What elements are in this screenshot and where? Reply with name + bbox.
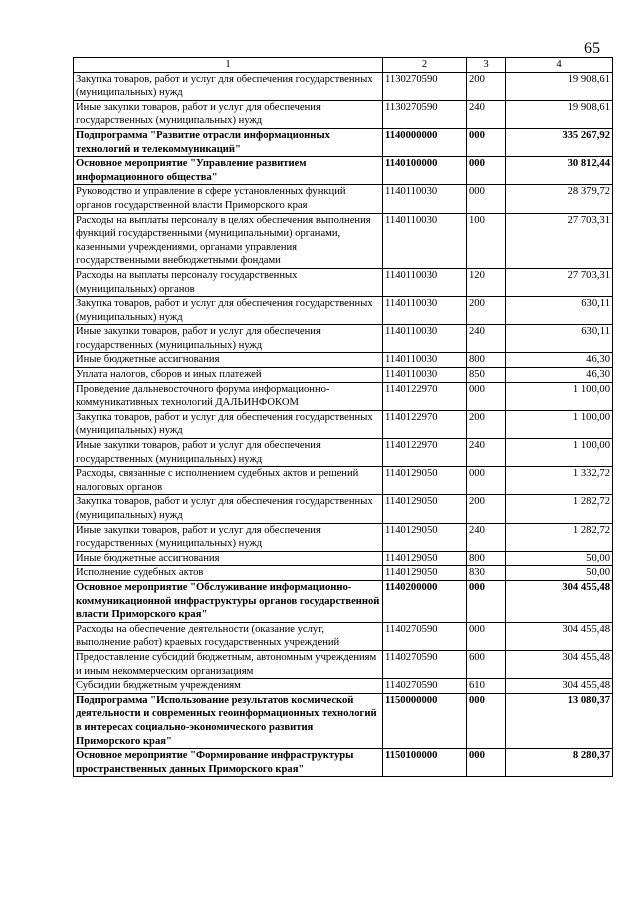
row-kind: 240 — [467, 439, 506, 467]
column-number-3: 3 — [467, 58, 506, 73]
row-code: 1140100000 — [383, 157, 467, 185]
row-sum: 28 379,72 — [506, 185, 613, 213]
row-kind: 000 — [467, 580, 506, 622]
row-name: Закупка товаров, работ и услуг для обеспечения государственных (муниципальных) нужд — [74, 410, 383, 438]
table-row — [74, 213, 613, 268]
row-name: Расходы, связанные с исполнением судебных актов и решений налоговых органов — [74, 467, 383, 495]
row-sum: 1 100,00 — [506, 410, 613, 438]
row-code: 1140110030 — [383, 368, 467, 383]
row-sum: 30 812,44 — [506, 157, 613, 185]
row-kind: 200 — [467, 72, 506, 100]
row-sum: 1 100,00 — [506, 382, 613, 410]
row-sum: 50,00 — [506, 551, 613, 566]
row-sum: 8 280,37 — [506, 749, 613, 777]
row-kind: 800 — [467, 551, 506, 566]
table-row — [74, 410, 613, 438]
table-row — [74, 551, 613, 566]
row-name: Расходы на обеспечение деятельности (оказание услуг, выполнение работ) краевых государственных учреждений — [74, 622, 383, 650]
row-sum: 304 455,48 — [506, 580, 613, 622]
row-kind: 800 — [467, 353, 506, 368]
row-name: Закупка товаров, работ и услуг для обеспечения государственных (муниципальных) нужд — [74, 495, 383, 523]
table-row — [74, 467, 613, 495]
row-code: 1140000000 — [383, 128, 467, 156]
row-sum: 304 455,48 — [506, 622, 613, 650]
row-code: 1140129050 — [383, 551, 467, 566]
row-name: Подпрограмма "Развитие отрасли информационных технологий и телекоммуникаций" — [74, 128, 383, 156]
column-number-row — [74, 58, 613, 73]
table-row — [74, 622, 613, 650]
row-sum: 630,11 — [506, 297, 613, 325]
column-number-1: 1 — [74, 58, 383, 73]
row-code: 1150100000 — [383, 749, 467, 777]
row-kind: 000 — [467, 622, 506, 650]
row-name: Расходы на выплаты персоналу в целях обеспечения выполнения функций государственными (муниципальными) органами, казенными учреждениями, органами управления государственными внебюджетными фондами — [74, 213, 383, 268]
row-kind: 830 — [467, 566, 506, 581]
table-row — [74, 523, 613, 551]
row-kind: 240 — [467, 100, 506, 128]
row-kind: 000 — [467, 749, 506, 777]
row-kind: 000 — [467, 185, 506, 213]
table-row — [74, 566, 613, 581]
row-name: Закупка товаров, работ и услуг для обеспечения государственных (муниципальных) нужд — [74, 72, 383, 100]
row-code: 1140110030 — [383, 353, 467, 368]
row-code: 1140110030 — [383, 185, 467, 213]
table-row — [74, 368, 613, 383]
table-row — [74, 297, 613, 325]
row-sum: 304 455,48 — [506, 650, 613, 678]
row-name: Иные закупки товаров, работ и услуг для обеспечения государственных (муниципальных) нужд — [74, 439, 383, 467]
row-name: Подпрограмма "Использование результатов космической деятельности и современных геоинформационных технологий в интересах социально-экономического развития Приморского края" — [74, 693, 383, 748]
table-row — [74, 185, 613, 213]
table-row — [74, 382, 613, 410]
row-name: Уплата налогов, сборов и иных платежей — [74, 368, 383, 383]
row-name: Основное мероприятие "Обслуживание информационно-коммуникационной инфраструктуры органов государственной власти Приморского края" — [74, 580, 383, 622]
table-row — [74, 100, 613, 128]
row-name: Иные закупки товаров, работ и услуг для обеспечения государственных (муниципальных) нужд — [74, 523, 383, 551]
column-number-4: 4 — [506, 58, 613, 73]
row-name: Основное мероприятие "Управление развитием информационного общества" — [74, 157, 383, 185]
row-code: 1140270590 — [383, 622, 467, 650]
row-kind: 000 — [467, 157, 506, 185]
row-name: Проведение дальневосточного форума информационно-коммуникативных технологий ДАЛЬИНФОКОМ — [74, 382, 383, 410]
row-kind: 200 — [467, 410, 506, 438]
row-kind: 200 — [467, 495, 506, 523]
budget-table-body — [74, 58, 613, 777]
row-name: Иные бюджетные ассигнования — [74, 353, 383, 368]
row-name: Закупка товаров, работ и услуг для обеспечения государственных (муниципальных) нужд — [74, 297, 383, 325]
row-code: 1140122970 — [383, 410, 467, 438]
row-code: 1140110030 — [383, 213, 467, 268]
row-sum: 27 703,31 — [506, 268, 613, 296]
row-name: Иные бюджетные ассигнования — [74, 551, 383, 566]
row-sum: 13 080,37 — [506, 693, 613, 748]
row-sum: 1 282,72 — [506, 495, 613, 523]
row-code: 1140200000 — [383, 580, 467, 622]
table-row — [74, 157, 613, 185]
table-row — [74, 749, 613, 777]
row-code: 1140129050 — [383, 523, 467, 551]
row-sum: 1 282,72 — [506, 523, 613, 551]
row-kind: 000 — [467, 467, 506, 495]
table-row — [74, 72, 613, 100]
row-sum: 630,11 — [506, 325, 613, 353]
table-row — [74, 439, 613, 467]
row-name: Исполнение судебных актов — [74, 566, 383, 581]
table-row — [74, 325, 613, 353]
row-kind: 240 — [467, 523, 506, 551]
row-sum: 46,30 — [506, 353, 613, 368]
row-kind: 000 — [467, 382, 506, 410]
row-kind: 000 — [467, 128, 506, 156]
row-code: 1140270590 — [383, 679, 467, 694]
table-row — [74, 128, 613, 156]
row-sum: 27 703,31 — [506, 213, 613, 268]
table-row — [74, 679, 613, 694]
row-name: Руководство и управление в сфере установленных функций органов государственной власти Приморского края — [74, 185, 383, 213]
row-code: 1140122970 — [383, 439, 467, 467]
page-number: 65 — [584, 40, 600, 57]
budget-table — [73, 57, 613, 777]
table-row — [74, 495, 613, 523]
row-kind: 600 — [467, 650, 506, 678]
table-row — [74, 693, 613, 748]
row-sum: 1 332,72 — [506, 467, 613, 495]
row-sum: 1 100,00 — [506, 439, 613, 467]
row-name: Субсидии бюджетным учреждениям — [74, 679, 383, 694]
row-sum: 46,30 — [506, 368, 613, 383]
row-name: Иные закупки товаров, работ и услуг для обеспечения государственных (муниципальных) нужд — [74, 100, 383, 128]
row-code: 1140270590 — [383, 650, 467, 678]
row-kind: 100 — [467, 213, 506, 268]
row-sum: 50,00 — [506, 566, 613, 581]
row-name: Предоставление субсидий бюджетным, автономным учреждениям и иным некоммерческим организациям — [74, 650, 383, 678]
row-code: 1140129050 — [383, 566, 467, 581]
table-row — [74, 268, 613, 296]
row-kind: 610 — [467, 679, 506, 694]
row-kind: 850 — [467, 368, 506, 383]
row-code: 1140122970 — [383, 382, 467, 410]
row-name: Иные закупки товаров, работ и услуг для обеспечения государственных (муниципальных) нужд — [74, 325, 383, 353]
table-row — [74, 580, 613, 622]
row-code: 1140110030 — [383, 325, 467, 353]
row-name: Основное мероприятие "Формирование инфраструктуры пространственных данных Приморского края" — [74, 749, 383, 777]
row-code: 1140110030 — [383, 268, 467, 296]
row-sum: 19 908,61 — [506, 72, 613, 100]
row-kind: 240 — [467, 325, 506, 353]
row-code: 1140129050 — [383, 467, 467, 495]
table-row — [74, 650, 613, 678]
row-kind: 120 — [467, 268, 506, 296]
row-code: 1130270590 — [383, 72, 467, 100]
row-code: 1140110030 — [383, 297, 467, 325]
table-row — [74, 353, 613, 368]
row-kind: 200 — [467, 297, 506, 325]
row-sum: 335 267,92 — [506, 128, 613, 156]
row-sum: 19 908,61 — [506, 100, 613, 128]
column-number-2: 2 — [383, 58, 467, 73]
row-name: Расходы на выплаты персоналу государственных (муниципальных) органов — [74, 268, 383, 296]
row-kind: 000 — [467, 693, 506, 748]
row-code: 1130270590 — [383, 100, 467, 128]
row-code: 1140129050 — [383, 495, 467, 523]
row-code: 1150000000 — [383, 693, 467, 748]
row-sum: 304 455,48 — [506, 679, 613, 694]
